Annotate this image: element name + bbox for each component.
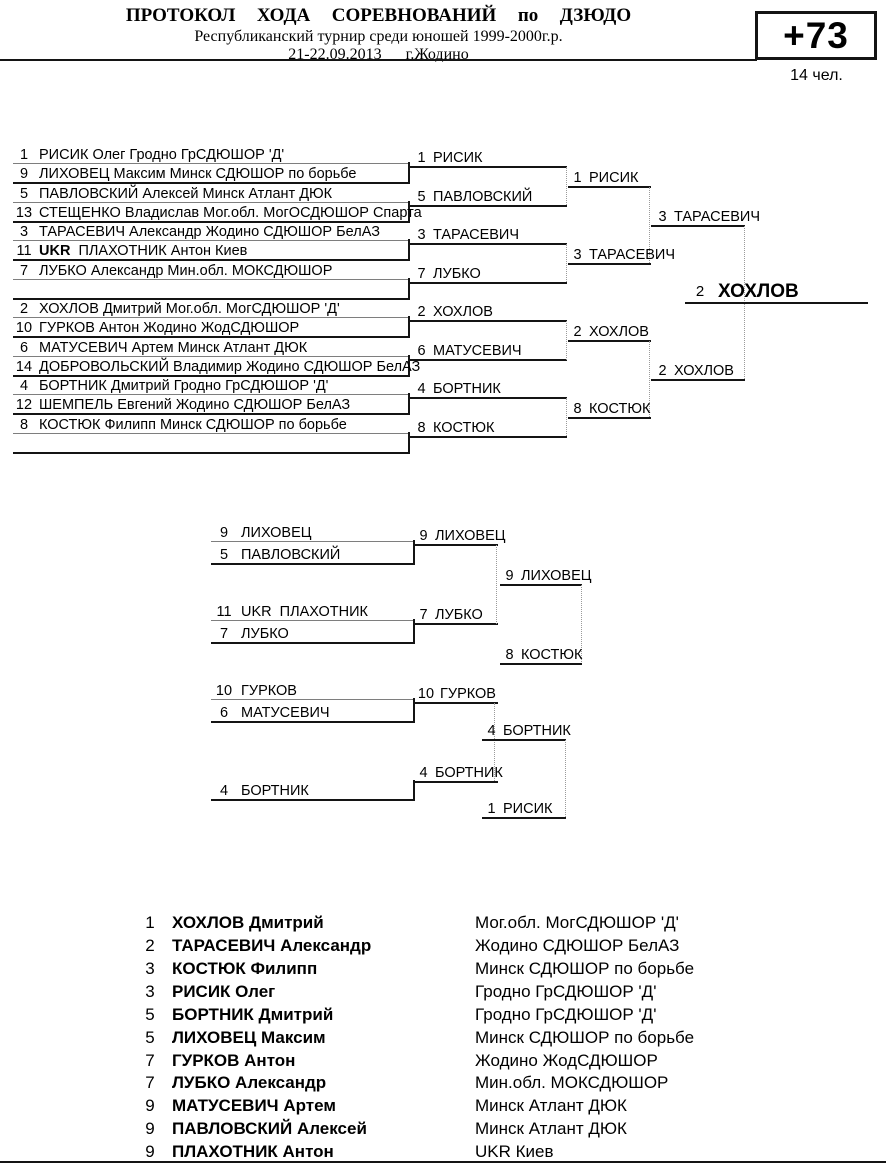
- standings-name: КОСТЮК Филипп: [172, 959, 318, 978]
- bracket-line: [13, 356, 410, 357]
- standings-club: Минск Атлант ДЮК: [475, 1096, 627, 1115]
- standings-club: UKR Киев: [475, 1142, 554, 1161]
- seed: 9: [19, 166, 29, 182]
- champion: [692, 280, 799, 302]
- player-name: РИСИК: [589, 170, 639, 186]
- seed: 1: [487, 801, 496, 817]
- seed: 7: [19, 263, 29, 279]
- r2-winner-4: [414, 265, 481, 282]
- bracket-line: [13, 433, 410, 434]
- bracket-line: [13, 413, 410, 415]
- standings-name: ЛИХОВЕЦ Максим: [172, 1028, 326, 1047]
- seed: 3: [19, 224, 29, 240]
- player-name: ТАРАСЕВИЧ Александр Жодино СДЮШОР БелАЗ: [39, 224, 380, 240]
- player-name: СТЕЩЕНКО Владислав Мог.обл. МогОСДЮШОР Спарта: [39, 205, 422, 221]
- r1-slot-10: [13, 319, 299, 336]
- bracket-line: [13, 202, 410, 203]
- seed: 3: [658, 209, 667, 225]
- standings-row: [140, 913, 679, 934]
- player-name: КОСТЮК: [589, 401, 651, 417]
- standings-row: [140, 1028, 694, 1049]
- r2-winner-8: [414, 419, 495, 436]
- repA-slot-4: [211, 625, 289, 642]
- bracket-line: [413, 702, 498, 704]
- advance-connector-dotted: [566, 321, 567, 360]
- player-name: БОРТНИК: [435, 765, 503, 781]
- standings-row: [140, 1142, 554, 1163]
- country-code: UKR: [39, 243, 71, 259]
- player-name: ГУРКОВ: [440, 686, 496, 702]
- r1-slot-4: [13, 204, 422, 221]
- seed: 13: [15, 205, 33, 221]
- bracket-line: [410, 205, 567, 207]
- r2-winner-3: [414, 226, 519, 243]
- seed: 10: [215, 683, 233, 699]
- advance-connector-dotted: [566, 244, 567, 282]
- standings-rank: 2: [145, 936, 155, 955]
- player-name: ХОХЛОВ: [674, 363, 734, 379]
- bracket-line: [211, 620, 415, 621]
- repB-slot-1: [211, 682, 297, 699]
- player-name: ЛИХОВЕЦ: [241, 525, 312, 541]
- player-name: ЛУБКО Александр Мин.обл. МОКСДЮШОР: [39, 263, 333, 279]
- seed: 1: [417, 150, 426, 166]
- seed: 4: [219, 783, 229, 799]
- seed: 1: [573, 170, 582, 186]
- standings-name: ПАВЛОВСКИЙ Алексей: [172, 1119, 367, 1138]
- standings-rank: 3: [145, 959, 155, 978]
- standings-row: [140, 936, 679, 957]
- seed: 4: [487, 723, 496, 739]
- seed: 6: [417, 343, 426, 359]
- standings-name: ЛУБКО Александр: [172, 1073, 327, 1092]
- repA-slot-2: [211, 546, 340, 563]
- seed: 2: [417, 304, 426, 320]
- player-name: ХОХЛОВ: [589, 324, 649, 340]
- bracket-line: [410, 359, 567, 361]
- bracket-line: [568, 263, 651, 265]
- repA-bronze-opponent: [502, 646, 583, 663]
- standings-name: ГУРКОВ Антон: [172, 1051, 296, 1070]
- semifinal-winner-3: [570, 323, 649, 340]
- bracket-line: [410, 320, 567, 322]
- player-name: ХОХЛОВ Дмитрий Мог.обл. МогСДЮШОР 'Д': [39, 301, 340, 317]
- seed: 8: [19, 417, 29, 433]
- bracket-line: [568, 340, 651, 342]
- player-name: РИСИК: [503, 801, 553, 817]
- player-name: КОСТЮК Филипп Минск СДЮШОР по борьбе: [39, 417, 347, 433]
- bracket-line: [13, 182, 410, 184]
- seed: 5: [19, 186, 29, 202]
- standings-row: [140, 1096, 627, 1117]
- standings-rank: 5: [145, 1005, 155, 1024]
- bracket-line: [410, 436, 567, 438]
- repA-winner-1: [416, 527, 505, 544]
- seed: 5: [417, 189, 426, 205]
- r2-winner-7: [414, 380, 501, 397]
- repB-winner-1: [416, 685, 496, 702]
- advance-connector-dotted: [566, 398, 567, 436]
- standings-row: [140, 1119, 627, 1140]
- standings-row: [140, 1073, 668, 1094]
- bracket-line: [211, 642, 415, 644]
- player-name: ХОХЛОВ: [718, 281, 799, 302]
- player-name: ТАРАСЕВИЧ: [674, 209, 761, 225]
- bracket-line: [211, 541, 415, 542]
- r1-slot-15: [13, 416, 347, 433]
- bracket-line: [13, 336, 410, 338]
- standings-row: [140, 959, 694, 980]
- bracket-line: [568, 186, 651, 188]
- player-name: РИСИК: [433, 150, 483, 166]
- bracket-line: [13, 240, 410, 241]
- seed: 4: [419, 765, 428, 781]
- seed: 11: [16, 243, 32, 259]
- r2-winner-1: [414, 149, 482, 166]
- repB-final-winner: [484, 722, 571, 739]
- player-name: ДОБРОВОЛЬСКИЙ Владимир Жодино СДЮШОР БелАЗ: [39, 359, 421, 375]
- date-location: 21-22.09.2013 г.Жодино: [288, 46, 469, 63]
- seed: 3: [573, 247, 582, 263]
- bracket-line: [651, 225, 745, 227]
- bracket-line: [13, 452, 410, 454]
- player-name: ГУРКОВ Антон Жодино ЖодСДЮШОР: [39, 320, 300, 336]
- semifinal-winner-2: [570, 246, 675, 263]
- player-name: БОРТНИК: [241, 783, 309, 799]
- bracket-line: [13, 279, 410, 280]
- standings-name: БОРТНИК Дмитрий: [172, 1005, 334, 1024]
- seed: 7: [219, 626, 229, 642]
- seed: 1: [19, 147, 29, 163]
- standings-row: [140, 982, 656, 1003]
- advance-connector-dotted: [496, 545, 497, 624]
- standings-name: ПЛАХОТНИК Антон: [172, 1142, 334, 1161]
- standings-rank: 7: [145, 1073, 155, 1092]
- standings-club: Минск Атлант ДЮК: [475, 1119, 627, 1138]
- standings-club: Мог.обл. МогСДЮШОР 'Д': [475, 913, 679, 932]
- seed: 7: [417, 266, 426, 282]
- player-name: БОРТНИК: [503, 723, 571, 739]
- protocol-title: ПРОТОКОЛ ХОДА СОРЕВНОВАНИЙ по ДЗЮДО: [125, 5, 632, 26]
- seed: 3: [417, 227, 426, 243]
- bracket-line: [500, 584, 582, 586]
- standings-club: Мин.обл. МОКСДЮШОР: [475, 1073, 669, 1092]
- seed: 9: [419, 528, 428, 544]
- player-name: ПАВЛОВСКИЙ Алексей Минск Атлант ДЮК: [39, 186, 333, 202]
- bracket-line: [413, 623, 498, 625]
- bracket-line: [410, 397, 567, 399]
- seed: 4: [417, 381, 426, 397]
- standings-rank: 1: [145, 913, 155, 932]
- player-name: МАТУСЕВИЧ: [241, 705, 330, 721]
- repB-bronze-opponent: [484, 800, 552, 817]
- r1-slot-12: [13, 358, 420, 375]
- seed: 5: [219, 547, 229, 563]
- r1-slot-7: [13, 262, 332, 279]
- bracket-line: [413, 544, 498, 546]
- standings-rank: 5: [145, 1028, 155, 1047]
- player-name: МАТУСЕВИЧ Артем Минск Атлант ДЮК: [39, 340, 308, 356]
- bracket-line: [651, 379, 745, 381]
- r1-slot-2: [13, 165, 357, 182]
- advance-connector-dotted: [565, 740, 566, 817]
- player-name: [35, 243, 247, 259]
- finalist-1: [655, 208, 760, 225]
- seed: 2: [695, 283, 705, 300]
- standings-club: Жодино СДЮШОР БелАЗ: [475, 936, 680, 955]
- standings-rank: 9: [145, 1142, 155, 1161]
- bracket-line: [211, 563, 415, 565]
- seed: 12: [15, 397, 33, 413]
- bracket-line: [211, 721, 415, 723]
- seed: 2: [19, 301, 29, 317]
- r1-slot-1: [13, 146, 284, 163]
- advance-connector-dotted: [566, 167, 567, 205]
- repB-slot-2: [211, 704, 330, 721]
- bracket-line: [13, 317, 410, 318]
- repA-final-winner: [502, 567, 591, 584]
- standings-rank: 7: [145, 1051, 155, 1070]
- standings-name: ХОХЛОВ Дмитрий: [172, 913, 324, 932]
- standings-club: Гродно ГрСДЮШОР 'Д': [475, 1005, 657, 1024]
- player-name: ТАРАСЕВИЧ: [589, 247, 676, 263]
- semifinal-winner-4: [570, 400, 651, 417]
- seed: 11: [216, 604, 232, 620]
- standings-rank: 3: [145, 982, 155, 1001]
- standings-rank: 9: [145, 1096, 155, 1115]
- bracket-line: [211, 699, 415, 700]
- player-name: МАТУСЕВИЧ: [433, 343, 522, 359]
- player-name: КОСТЮК: [521, 647, 583, 663]
- standings-name: ТАРАСЕВИЧ Александр: [172, 936, 372, 955]
- r2-winner-5: [414, 303, 493, 320]
- repA-slot-1: [211, 524, 311, 541]
- player-name: БОРТНИК: [433, 381, 501, 397]
- player-name: UKR ПЛАХОТНИК: [241, 604, 368, 620]
- bracket-line: [211, 799, 415, 801]
- seed: 9: [505, 568, 514, 584]
- standings-rank: 9: [145, 1119, 155, 1138]
- standings-name: РИСИК Олег: [172, 982, 276, 1001]
- player-name: ЛИХОВЕЦ: [435, 528, 506, 544]
- seed: 2: [658, 363, 667, 379]
- match-connector: [413, 780, 415, 800]
- seed: 9: [219, 525, 229, 541]
- seed: 8: [573, 401, 582, 417]
- seed: 2: [573, 324, 582, 340]
- bracket-line: [500, 663, 582, 665]
- player-name: ХОХЛОВ: [433, 304, 493, 320]
- player-name: ТАРАСЕВИЧ: [433, 227, 520, 243]
- player-name: ШЕМПЕЛЬ Евгений Жодино СДЮШОР БелАЗ: [39, 397, 351, 413]
- standings-club: Минск СДЮШОР по борьбе: [475, 1028, 695, 1047]
- standings-club: Жодино ЖодСДЮШОР: [475, 1051, 658, 1070]
- bracket-line: [13, 163, 410, 164]
- player-name: ПАВЛОВСКИЙ: [241, 547, 341, 563]
- finalist-2: [655, 362, 734, 379]
- r1-slot-13: [13, 377, 328, 394]
- player-name: КОСТЮК: [433, 420, 495, 436]
- repA-winner-2: [416, 606, 483, 623]
- r1-slot-11: [13, 339, 307, 356]
- bracket-line: [413, 781, 498, 783]
- footer-rule: [0, 1161, 886, 1163]
- repA-slot-3: [211, 603, 368, 620]
- tournament-subtitle: Республиканский турнир среди юношей 1999-2000г.р.: [194, 28, 563, 45]
- player-name: ЛИХОВЕЦ Максим Минск СДЮШОР по борьбе: [39, 166, 357, 182]
- header-rule: [0, 59, 757, 61]
- player-name: РИСИК Олег Гродно ГрСДЮШОР 'Д': [39, 147, 285, 163]
- player-name: ЛУБКО: [241, 626, 289, 642]
- repB-slot-3: [211, 782, 309, 799]
- seed: 14: [15, 359, 33, 375]
- seed: 10: [417, 686, 435, 702]
- standings-name: МАТУСЕВИЧ Артем: [172, 1096, 336, 1115]
- repB-winner-2: [416, 764, 503, 781]
- weight-category-box: [755, 11, 877, 60]
- bracket-line: [13, 394, 410, 395]
- player-name: БОРТНИК Дмитрий Гродно ГрСДЮШОР 'Д': [39, 378, 329, 394]
- r1-slot-5: [13, 223, 380, 240]
- player-name: ЛУБКО: [433, 266, 481, 282]
- r1-slot-9: [13, 300, 340, 317]
- standings-row: [140, 1005, 656, 1026]
- participants-count: 14 чел.: [790, 67, 843, 84]
- weight-category: +73: [783, 14, 849, 56]
- bracket-line: [13, 259, 410, 261]
- standings-row: [140, 1051, 658, 1072]
- standings-club: Гродно ГрСДЮШОР 'Д': [475, 982, 657, 1001]
- bracket-line: [410, 243, 567, 245]
- seed: 8: [417, 420, 426, 436]
- r2-winner-2: [414, 188, 532, 205]
- seed: 7: [419, 607, 428, 623]
- name-text: ПЛАХОТНИК Антон Киев: [78, 243, 248, 259]
- seed: 8: [505, 647, 514, 663]
- standings-club: Минск СДЮШОР по борьбе: [475, 959, 695, 978]
- player-name: ГУРКОВ: [241, 683, 297, 699]
- champion-line: [685, 302, 868, 304]
- bracket-line: [410, 282, 567, 284]
- seed: 10: [15, 320, 33, 336]
- seed: 6: [19, 340, 29, 356]
- r1-slot-3: [13, 185, 332, 202]
- seed: 4: [19, 378, 29, 394]
- seed: 6: [219, 705, 229, 721]
- player-name: ЛИХОВЕЦ: [521, 568, 592, 584]
- player-name: ПАВЛОВСКИЙ: [433, 189, 533, 205]
- bracket-line: [482, 817, 566, 819]
- bracket-line: [568, 417, 651, 419]
- semifinal-winner-1: [570, 169, 638, 186]
- bracket-line: [482, 739, 566, 741]
- player-name: ЛУБКО: [435, 607, 483, 623]
- bracket-line: [410, 166, 567, 168]
- r1-slot-14: [13, 396, 350, 413]
- r2-winner-6: [414, 342, 522, 359]
- r1-slot-6: [13, 242, 247, 259]
